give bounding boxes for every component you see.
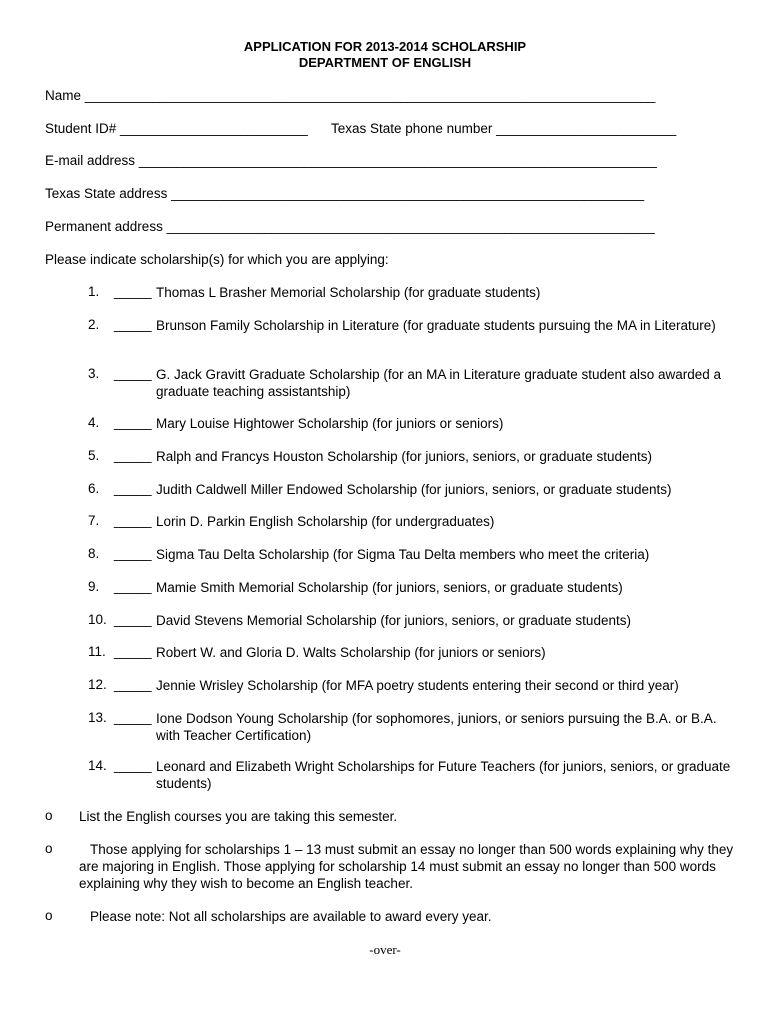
- note-text: Please note: Not all scholarships are available to award every year.: [90, 909, 492, 924]
- item-text: G. Jack Gravitt Graduate Scholarship (for an MA in Literature graduate student also awarded a graduate teaching assistantship): [156, 367, 722, 399]
- item-text: David Stevens Memorial Scholarship (for juniors, seniors, or graduate students): [156, 613, 631, 628]
- checkbox-blank[interactable]: _____: [114, 710, 152, 725]
- checkbox-blank[interactable]: _____: [114, 644, 152, 659]
- bullet-icon: o: [45, 908, 53, 923]
- checkbox-blank[interactable]: _____: [114, 579, 152, 594]
- item-number: 4.: [88, 415, 100, 430]
- email-field[interactable]: E-mail address _____________________________________________________________________: [45, 153, 657, 168]
- item-text: Jennie Wrisley Scholarship (for MFA poetry students entering their second or third year): [156, 678, 679, 693]
- item-number: 11.: [88, 644, 106, 659]
- checkbox-blank[interactable]: _____: [114, 317, 152, 332]
- item-text: Brunson Family Scholarship in Literature (for graduate students pursuing the MA in Literature): [156, 318, 716, 333]
- item-number: 9.: [88, 579, 100, 594]
- item-number: 8.: [88, 546, 100, 561]
- item-text: Ione Dodson Young Scholarship (for sophomores, juniors, or seniors pursuing the B.A. or B.A. with Teacher Certification): [156, 711, 717, 743]
- checkbox-blank[interactable]: _____: [114, 758, 152, 773]
- texas-state-address-field[interactable]: Texas State address _______________________________________________________________: [45, 186, 645, 201]
- item-number: 10.: [88, 612, 107, 627]
- item-number: 7.: [88, 513, 100, 528]
- item-text: Lorin D. Parkin English Scholarship (for undergraduates): [156, 514, 495, 529]
- checkbox-blank[interactable]: _____: [114, 448, 152, 463]
- scholarship-prompt: Please indicate scholarship(s) for which you are applying:: [45, 252, 389, 267]
- item-text: Mary Louise Hightower Scholarship (for juniors or seniors): [156, 416, 504, 431]
- item-text: Leonard and Elizabeth Wright Scholarships for Future Teachers (for juniors, seniors, or graduate students): [156, 759, 731, 791]
- checkbox-blank[interactable]: _____: [114, 677, 152, 692]
- item-number: 13.: [88, 710, 107, 725]
- item-number: 2.: [88, 317, 100, 332]
- checkbox-blank[interactable]: _____: [114, 415, 152, 430]
- checkbox-blank[interactable]: _____: [114, 284, 152, 299]
- item-number: 14.: [88, 758, 107, 773]
- form-subtitle: DEPARTMENT OF ENGLISH: [298, 55, 472, 70]
- note-text: List the English courses you are taking this semester.: [79, 809, 398, 824]
- item-number: 1.: [88, 284, 100, 299]
- item-text: Judith Caldwell Miller Endowed Scholarship (for juniors, seniors, or graduate students): [156, 482, 672, 497]
- checkbox-blank[interactable]: _____: [114, 513, 152, 528]
- page-footer: -over-: [369, 942, 401, 957]
- bullet-icon: o: [45, 841, 53, 856]
- item-text: Sigma Tau Delta Scholarship (for Sigma Tau Delta members who meet the criteria): [156, 547, 650, 562]
- item-text: Ralph and Francys Houston Scholarship (for juniors, seniors, or graduate students): [156, 449, 652, 464]
- name-field[interactable]: Name ____________________________________________________________________________: [45, 88, 656, 103]
- bullet-icon: o: [45, 808, 53, 823]
- note-text: Those applying for scholarships 1 – 13 must submit an essay no longer than 500 words explaining why they are majoring in English. Those applying for scholarship 14 must submit an essay no longer than 500 words explaining why they wish to become an English teacher.: [79, 842, 734, 891]
- item-number: 5.: [88, 448, 100, 463]
- item-text: Robert W. and Gloria D. Walts Scholarship (for juniors or seniors): [156, 645, 546, 660]
- item-number: 3.: [88, 366, 100, 381]
- item-number: 12.: [88, 677, 107, 692]
- phone-field[interactable]: Texas State phone number ________________________: [331, 121, 677, 136]
- student-id-field[interactable]: Student ID# _________________________: [45, 121, 308, 136]
- checkbox-blank[interactable]: _____: [114, 546, 152, 561]
- form-title: APPLICATION FOR 2013-2014 SCHOLARSHIP: [243, 39, 527, 54]
- permanent-address-field[interactable]: Permanent address _________________________________________________________________: [45, 219, 655, 234]
- checkbox-blank[interactable]: _____: [114, 612, 152, 627]
- checkbox-blank[interactable]: _____: [114, 481, 152, 496]
- item-text: Thomas L Brasher Memorial Scholarship (for graduate students): [156, 285, 541, 300]
- checkbox-blank[interactable]: _____: [114, 366, 152, 381]
- item-number: 6.: [88, 481, 100, 496]
- item-text: Mamie Smith Memorial Scholarship (for juniors, seniors, or graduate students): [156, 580, 623, 595]
